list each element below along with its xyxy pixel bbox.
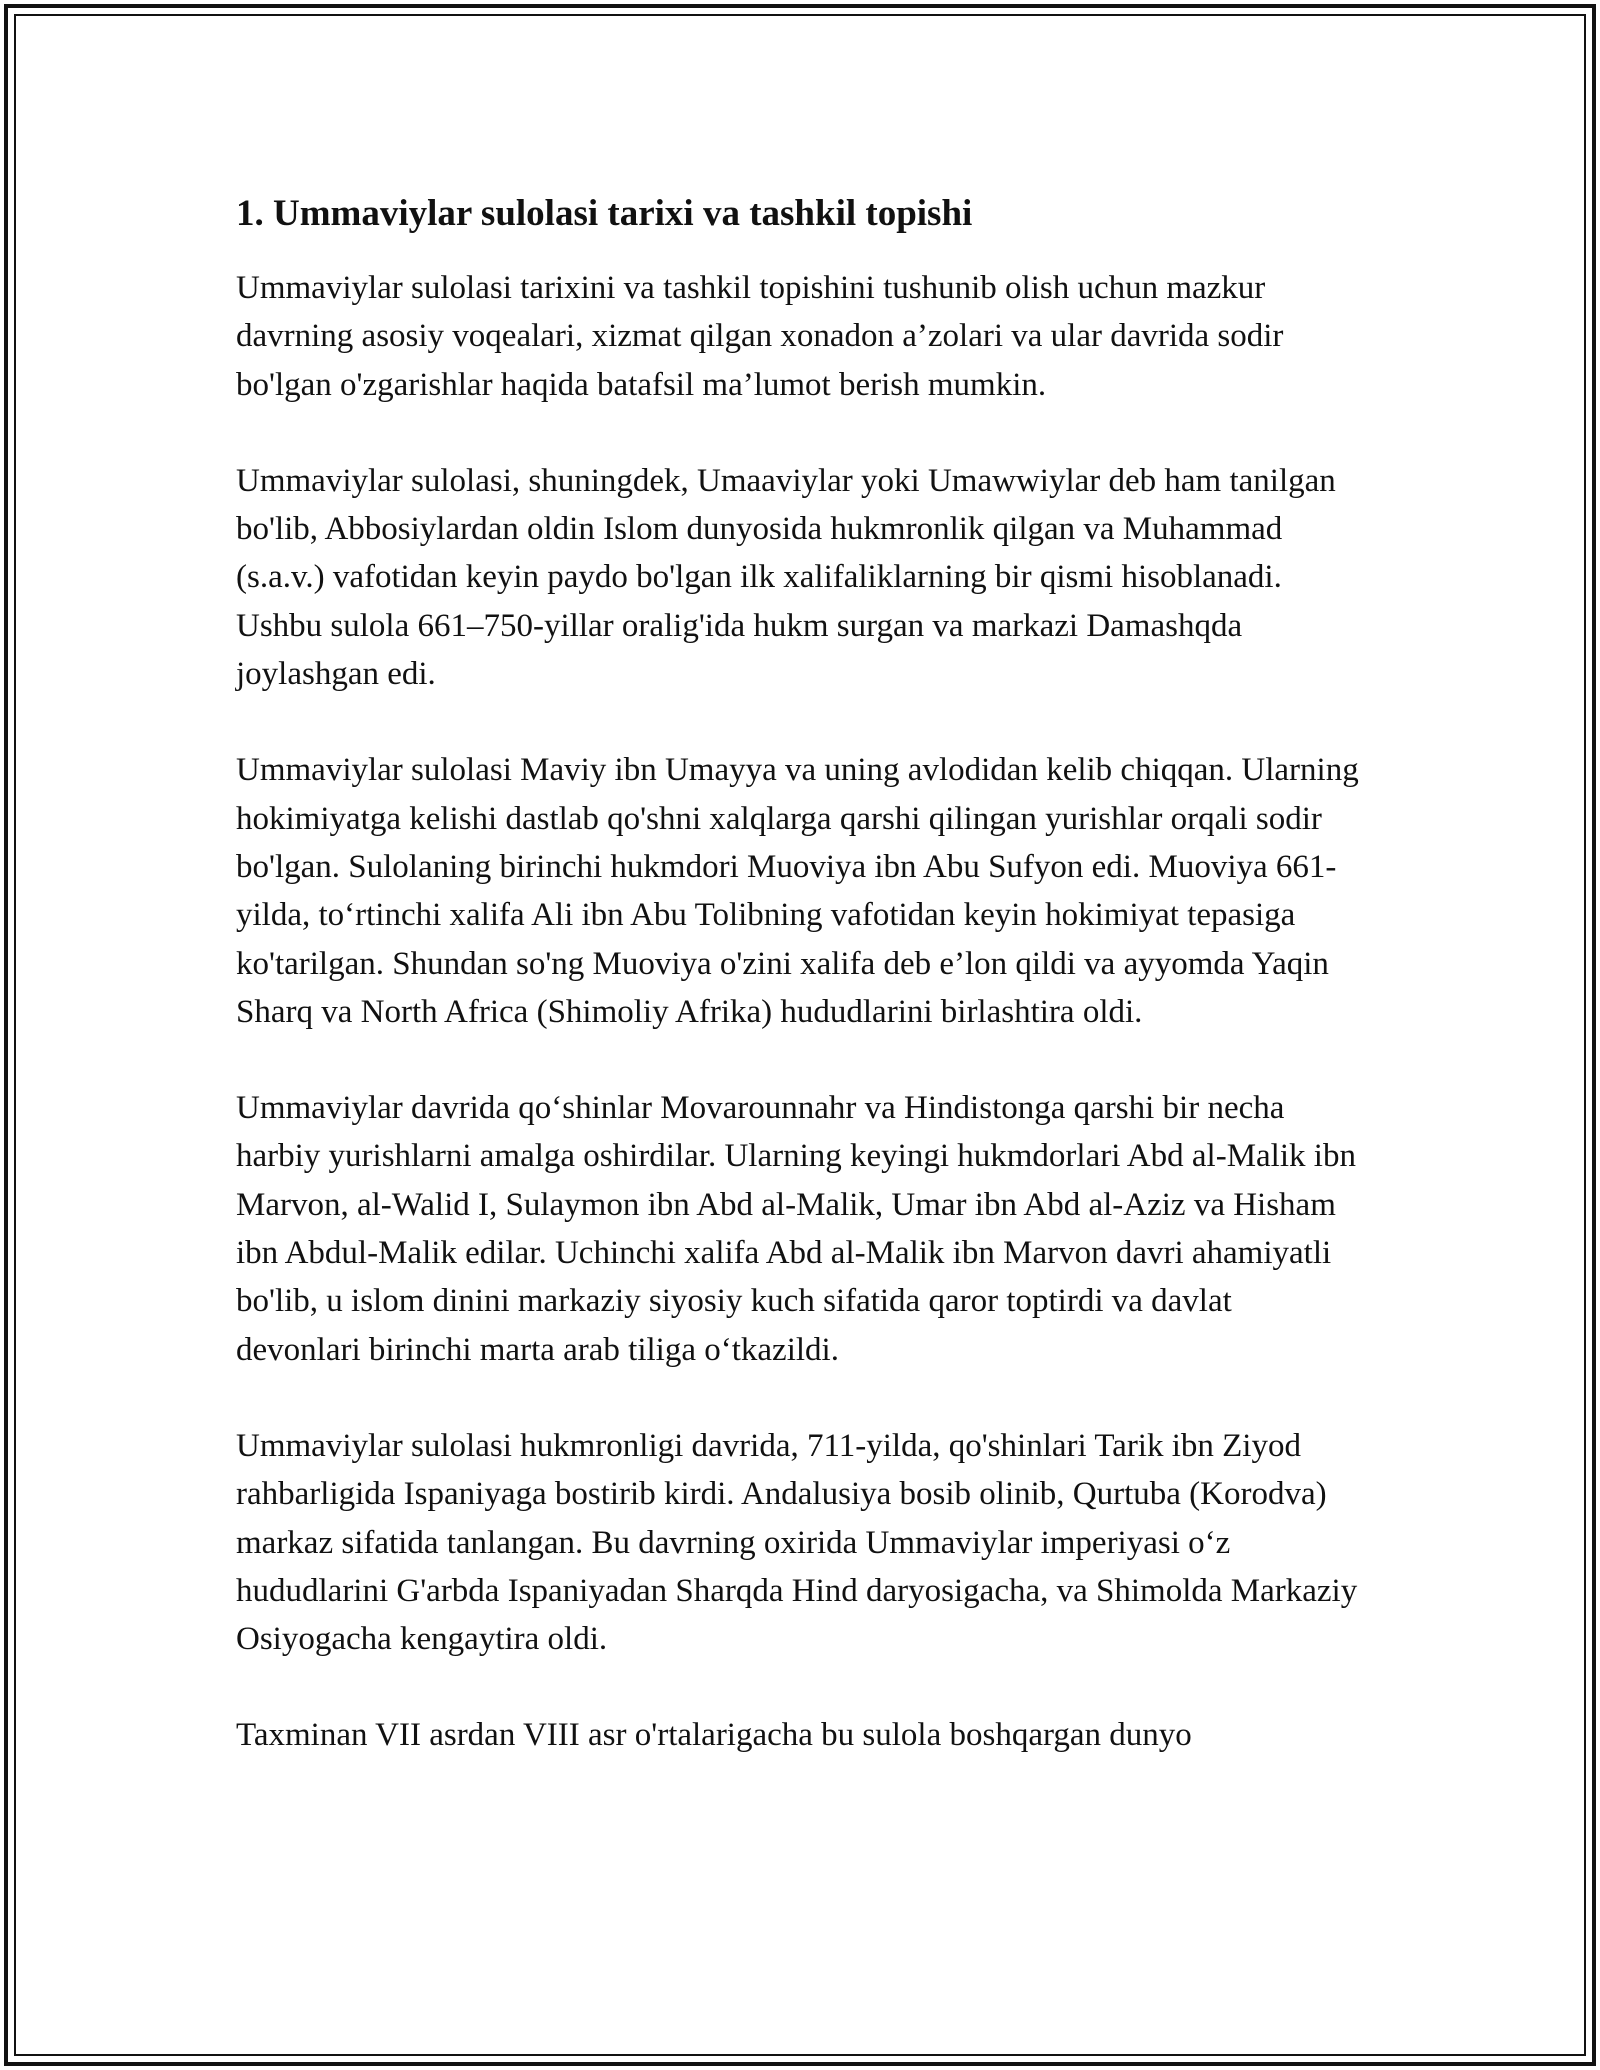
section-heading: 1. Ummaviylar sulolasi tarixi va tashkil topishi: [236, 193, 973, 234]
paragraph-3: Ummaviylar sulolasi Maviy ibn Umayya va uning avlodidan kelib chiqqan. Ularning hokimiyatga kelishi dastlab qo'shni xalqlarga qarshi qilingan yurishlar orqali sodir bo'lgan. Sulolaning birinchi hukmdori Muoviya ibn Abu Sufyon edi. Muoviya 661-yilda, to‘rtinchi xalifa Ali ibn Abu Tolibning vafotidan keyin hokimiyat tepasiga ko'tarilgan. Shundan so'ng Muoviya o'zini xalifa deb e’lon qildi va ayyomda Yaqin Sharq va North Africa (Shimoliy Afrika) hududlarini birlashtira oldi.: [236, 752, 1359, 1030]
paragraph-6: Taxminan VII asrdan VIII asr o'rtalarigacha bu sulola boshqargan dunyo: [236, 1717, 1192, 1754]
paragraph-2: Ummaviylar sulolasi, shuningdek, Umaaviylar yoki Umawwiylar deb ham tanilgan bo'lib, Abbosiylardan oldin Islom dunyosida hukmronlik qilgan va Muhammad (s.a.v.) vafotidan keyin paydo bo'lgan ilk xalifaliklarning bir qismi hisoblanadi. Ushbu sulola 661–750-yillar oralig'ida hukm surgan va markazi Damashqda joylashgan edi.: [236, 462, 1336, 693]
paragraph-5: Ummaviylar sulolasi hukmronligi davrida, 711-yilda, qo'shinlari Tarik ibn Ziyod rahbarligida Ispaniyaga bostirib kirdi. Andalusiya bosib olinib, Qurtuba (Korodva) markaz sifatida tanlangan. Bu davrning oxirida Ummaviylar imperiyasi o‘z hududlarini G'arbda Ispaniyadan Sharqda Hind daryosigacha, va Shimolda Markaziy Osiyogacha kengaytira oldi.: [236, 1427, 1358, 1658]
paragraph-4: Ummaviylar davrida qo‘shinlar Movarounnahr va Hindistonga qarshi bir necha harbiy yurishlarni amalga oshirdilar. Ularning keyingi hukmdorlari Abd al-Malik ibn Marvon, al-Walid I, Sulaymon ibn Abd al-Malik, Umar ibn Abd al-Aziz va Hisham ibn Abdul-Malik edilar. Uchinchi xalifa Abd al-Malik ibn Marvon davri ahamiyatli bo'lib, u islom dinini markaziy siyosiy kuch sifatida qaror toptirdi va davlat devonlari birinchi marta arab tiliga o‘tkazildi.: [236, 1090, 1356, 1368]
paragraph-1: Ummaviylar sulolasi tarixini va tashkil topishini tushunib olish uchun mazkur davrning asosiy voqealari, xizmat qilgan xonadon a’zolari va ular davrida sodir bo'lgan o'zgarishlar haqida batafsil ma’lumot berish mumkin.: [236, 270, 1284, 403]
document-body: [236, 190, 1364, 1808]
